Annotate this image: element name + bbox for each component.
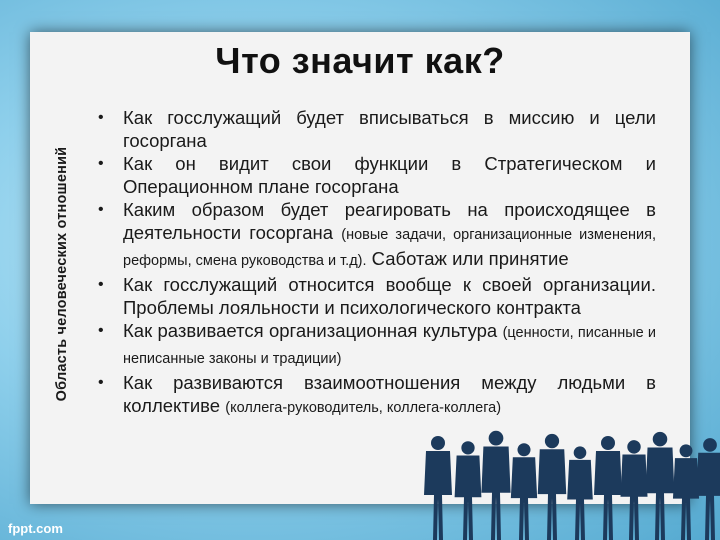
bullet-marker: •	[98, 276, 104, 293]
bullet-item	[96, 198, 656, 273]
person-silhouette	[538, 434, 566, 540]
bullet-marker: •	[98, 374, 104, 391]
bullet-text: Как он видит свои функции в Стратегическом и Операционном плане госоргана	[123, 153, 656, 197]
bullet-text: Как госслужащий относится вообще к своей организации. Проблемы лояльности и психологического контракта	[123, 274, 656, 318]
slide-title: Что значит как?	[215, 40, 505, 81]
bullet-note: (коллега-руководитель, коллега-коллега)	[225, 400, 502, 416]
bullet-tail: Саботаж или принятие	[371, 248, 569, 269]
bullet-marker: •	[98, 322, 104, 339]
person-silhouette	[696, 438, 720, 540]
person-silhouette	[646, 432, 675, 540]
person-silhouette	[511, 443, 537, 540]
person-silhouette	[455, 441, 482, 540]
bullet-item	[96, 273, 656, 319]
bullet-item	[96, 371, 656, 420]
bullet-text: Как госслужащий будет вписываться в миссию и цели госоргана	[123, 107, 656, 151]
bullet-list	[96, 106, 656, 420]
bullet-marker: •	[98, 155, 104, 172]
bullet-note: (новые задачи, организационные изменения, реформы, смена руководства и т.д).	[123, 227, 656, 269]
person-silhouette	[673, 444, 699, 540]
bullet-item	[96, 152, 656, 198]
bullet-item	[96, 319, 656, 371]
business-people-silhouettes-icon	[420, 425, 720, 540]
bullet-text: Каким образом будет реагировать на происходящее в деятельности госоргана	[123, 199, 656, 243]
person-silhouette	[481, 431, 510, 540]
bullet-text: Как развивается организационная культура	[123, 320, 498, 341]
person-silhouette	[567, 446, 593, 540]
person-silhouette	[594, 436, 622, 540]
person-silhouette	[424, 436, 452, 540]
bullet-item	[96, 106, 656, 152]
bullet-note: (ценности, писанные и неписанные законы и традиции)	[123, 325, 657, 367]
side-label-container	[50, 112, 74, 436]
side-label: Область человеческих отношений	[54, 146, 70, 402]
person-silhouette	[620, 440, 647, 540]
fppt-logo: fppt.com	[8, 521, 63, 536]
bullet-text: Как развиваются взаимоотношения между людьми в коллективе	[123, 372, 656, 416]
bullet-marker: •	[98, 109, 104, 126]
bullet-marker: •	[98, 201, 104, 218]
